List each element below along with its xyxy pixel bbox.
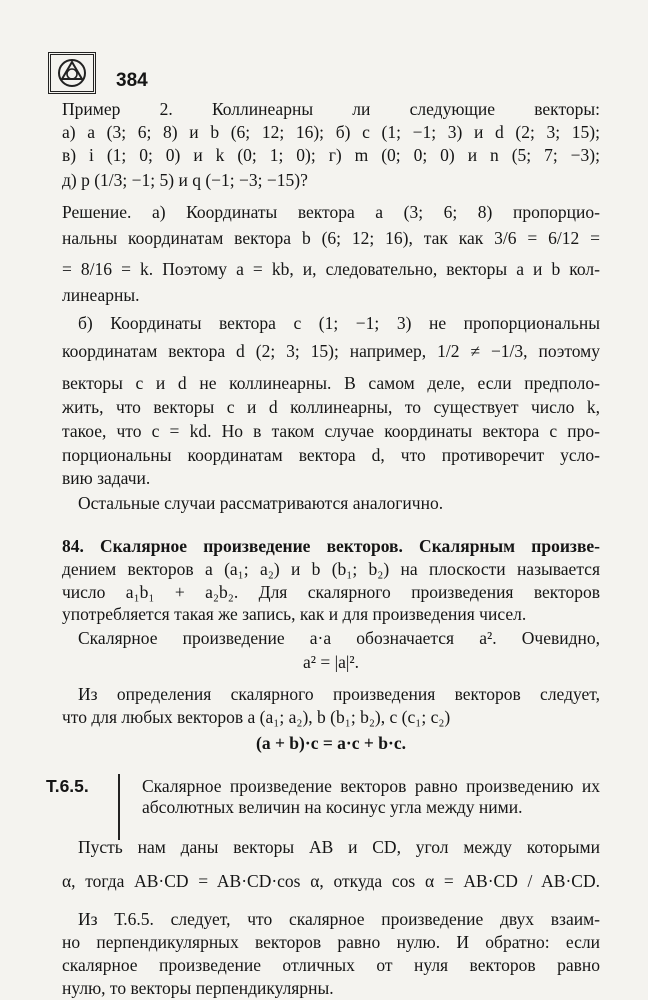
- text-line: Пусть нам даны векторы AB и CD, угол между которыми: [78, 837, 600, 857]
- text-line: такое, что c = kd. Но в таком случае координаты вектора c про-: [62, 421, 600, 441]
- text-line: б) Координаты вектора c (1; −1; 3) не пропорциональны: [78, 313, 600, 333]
- text-line: д) p (1/3; −1; 5) и q (−1; −3; −15)?: [62, 170, 308, 190]
- text-line: координатам вектора d (2; 3; 15); например, 1/2 ≠ −1/3, поэтому: [62, 341, 600, 361]
- theorem-text: Скалярное произведение векторов равно произведению их абсолютных величин на косинус угла между ними.: [142, 776, 600, 817]
- text-line: жить, что векторы c и d коллинеарны, то существует число k,: [62, 397, 600, 417]
- text-line: что для любых векторов a (a₁; a₂), b (b₁; b₂), c (c₁; c₂): [62, 707, 451, 727]
- text-line: употребляется такая же запись, как и для произведения чисел.: [62, 604, 527, 624]
- formula-line: a² = |a|².: [302, 652, 360, 672]
- text-line: векторы c и d не коллинеарны. В самом деле, если предполо-: [62, 373, 600, 393]
- text-line: скалярное произведение отличных от нуля векторов равно: [62, 955, 600, 975]
- text-line: = 8/16 = k. Поэтому a = kb, и, следовательно, векторы a и b кол-: [62, 259, 600, 279]
- text-line: Остальные случаи рассматриваются аналогично.: [78, 493, 444, 513]
- text-line: Из определения скалярного произведения векторов следует,: [78, 684, 600, 704]
- text-line: число a₁b₁ + a₂b₂. Для скалярного произведения векторов: [62, 582, 600, 602]
- text-line: нулю, то векторы перпендикулярны.: [62, 978, 334, 998]
- text-line: α, тогда AB·CD = AB·CD·cos α, откуда cos α = AB·CD / AB·CD.: [62, 871, 600, 891]
- formula-line: (a + b)·c = a·c + b·c.: [256, 733, 406, 753]
- publisher-logo: [48, 52, 96, 94]
- section-heading: 84. Скалярное произведение векторов. Скалярным произве-: [62, 536, 600, 556]
- text-line: Решение. а) Координаты вектора a (3; 6; 8) пропорцио-: [62, 202, 600, 222]
- text-line: дением векторов a (a₁; a₂) и b (b₁; b₂) на плоскости называется: [62, 559, 600, 579]
- text-line: линеарны.: [62, 285, 140, 305]
- text-line: Скалярное произведение a·a обозначается a². Очевидно,: [78, 628, 600, 648]
- text-line: нальны координатам вектора b (6; 12; 16), так как 3/6 = 6/12 =: [62, 228, 600, 248]
- text-line: вию задачи.: [62, 468, 151, 488]
- text-line: Из Т.6.5. следует, что скалярное произведение двух взаим-: [78, 909, 600, 929]
- text-line: порциональны координатам вектора d, что противоречит усло-: [62, 445, 600, 465]
- text-line: а) a (3; 6; 8) и b (6; 12; 16); б) c (1; −1; 3) и d (2; 3; 15);: [62, 122, 600, 142]
- text-line: Пример 2. Коллинеарны ли следующие векторы:: [62, 99, 600, 119]
- text-line: в) i (1; 0; 0) и k (0; 1; 0); г) m (0; 0; 0) и n (5; 7; −3);: [62, 145, 600, 165]
- theorem-label: Т.6.5.: [46, 776, 89, 796]
- page-number: 384: [116, 70, 148, 91]
- text-line: но перпендикулярных векторов равно нулю. И обратно: если: [62, 932, 600, 952]
- theorem-bar: [118, 774, 120, 840]
